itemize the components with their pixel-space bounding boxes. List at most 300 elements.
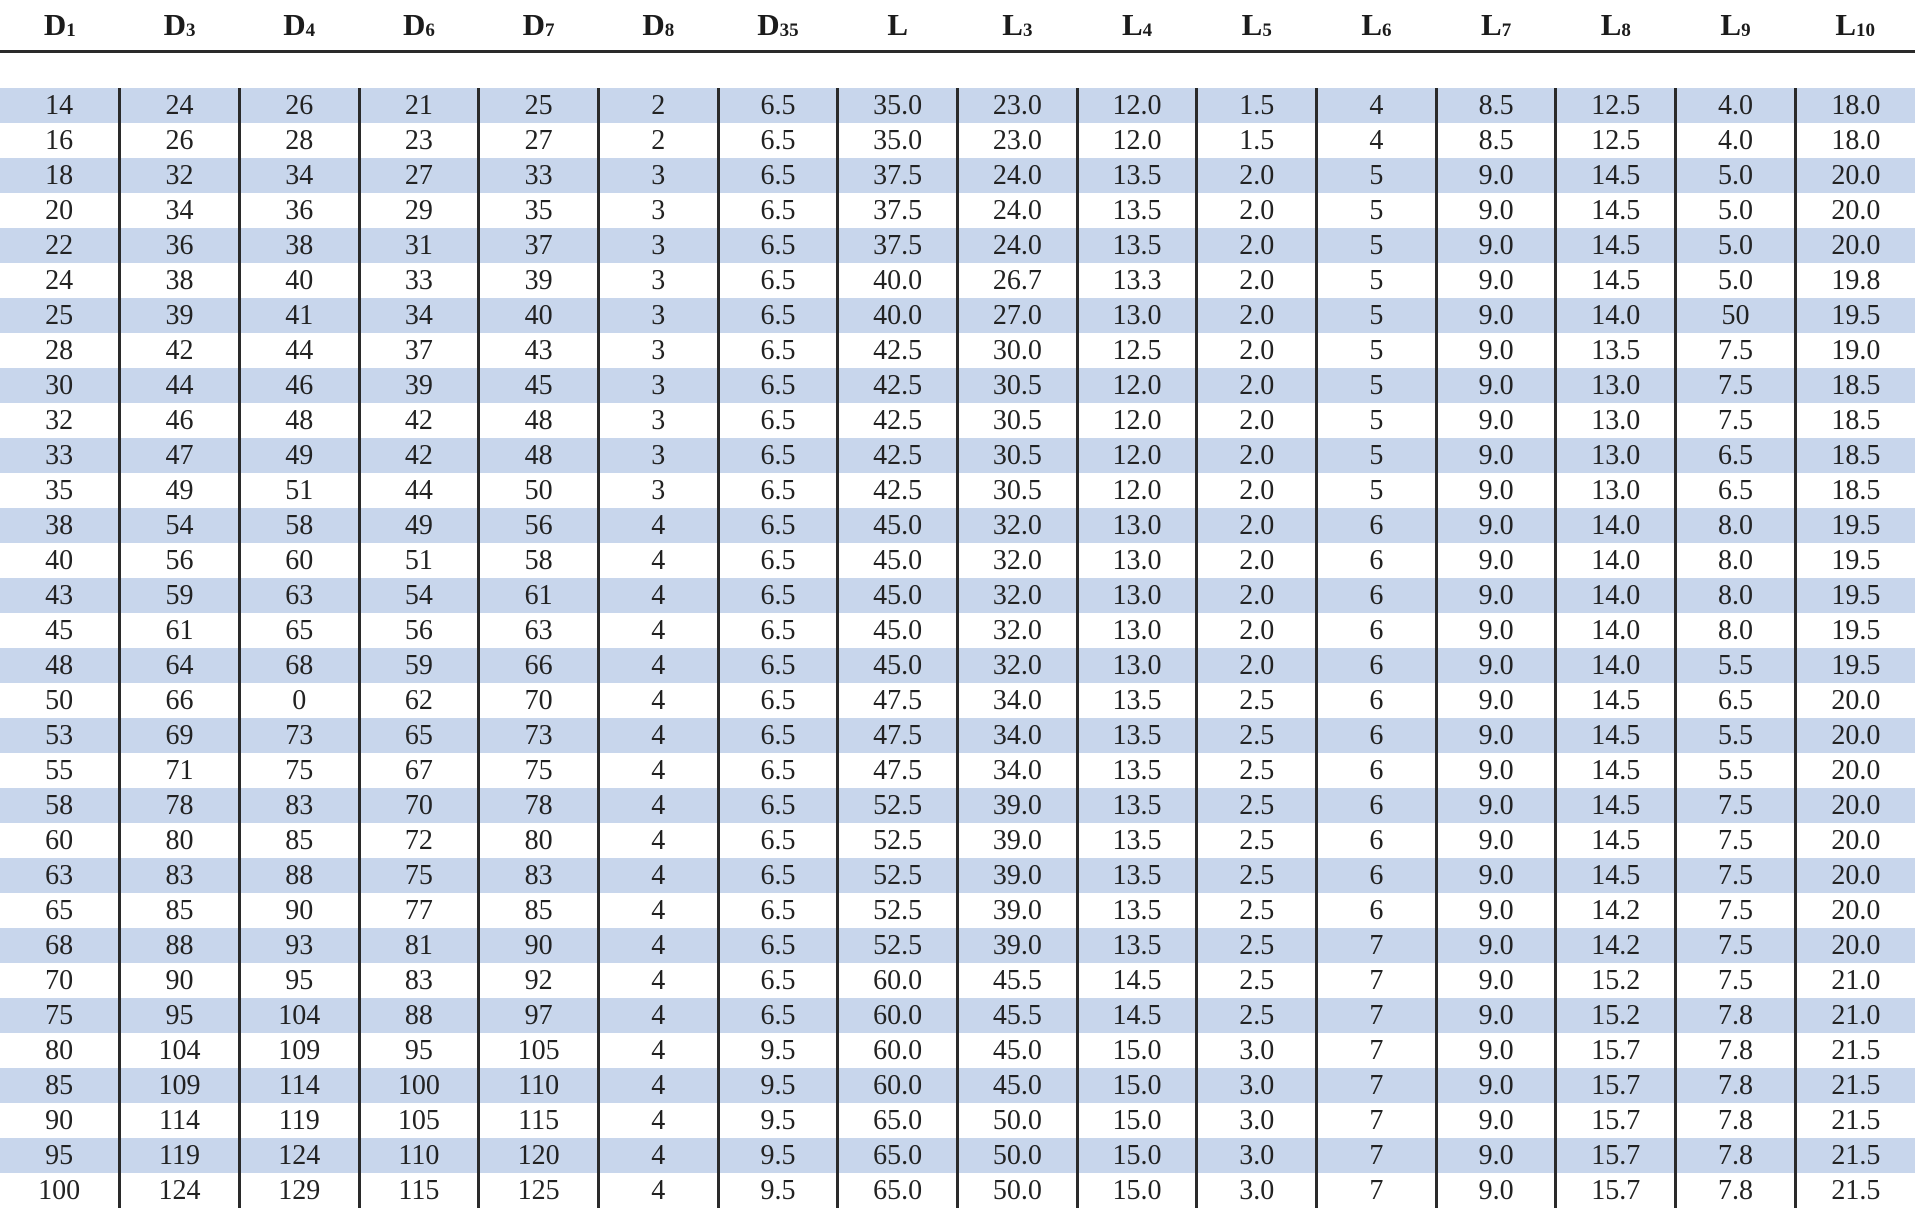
table-cell: 38 [0, 508, 120, 543]
table-cell: 4 [598, 928, 718, 963]
table-cell: 80 [0, 1033, 120, 1068]
table-cell: 24.0 [958, 193, 1078, 228]
table-cell: 9.0 [1436, 263, 1556, 298]
table-cell: 13.0 [1556, 403, 1676, 438]
table-cell: 75 [0, 998, 120, 1033]
table-cell: 4 [598, 1103, 718, 1138]
table-cell: 32.0 [958, 613, 1078, 648]
table-cell: 14.5 [1556, 228, 1676, 263]
column-header-symbol: L [887, 7, 908, 42]
table-cell: 18.5 [1795, 473, 1915, 508]
table-cell: 21.5 [1795, 1138, 1915, 1173]
table-cell: 47 [120, 438, 240, 473]
table-cell: 15.7 [1556, 1103, 1676, 1138]
table-cell: 92 [479, 963, 599, 998]
table-row [0, 508, 1915, 543]
table-cell: 9.0 [1436, 1033, 1556, 1068]
table-cell: 95 [0, 1138, 120, 1173]
table-cell: 83 [359, 963, 479, 998]
table-cell: 13.0 [1077, 613, 1197, 648]
table-cell: 4 [598, 963, 718, 998]
table-cell: 24 [0, 263, 120, 298]
table-cell: 9.0 [1436, 368, 1556, 403]
column-header-subscript: 8 [665, 20, 675, 41]
table-cell: 6.5 [1676, 438, 1796, 473]
table-body [0, 52, 1915, 1208]
table-cell: 48 [0, 648, 120, 683]
table-cell: 7 [1317, 1138, 1437, 1173]
table-cell: 12.0 [1077, 403, 1197, 438]
table-cell: 45.5 [958, 963, 1078, 998]
table-cell: 7.5 [1676, 368, 1796, 403]
table-cell: 5 [1317, 403, 1437, 438]
table-cell: 14.5 [1556, 823, 1676, 858]
table-row [0, 88, 1915, 123]
table-cell: 80 [479, 823, 599, 858]
table-cell: 104 [120, 1033, 240, 1068]
table-header [0, 0, 1915, 52]
table-cell: 6.5 [718, 438, 838, 473]
table-cell: 6.5 [718, 648, 838, 683]
table-cell: 9.0 [1436, 1068, 1556, 1103]
table-cell: 9.0 [1436, 298, 1556, 333]
table-cell: 85 [479, 893, 599, 928]
table-cell: 39 [120, 298, 240, 333]
table-cell: 59 [359, 648, 479, 683]
table-cell: 41 [239, 298, 359, 333]
table-cell: 90 [120, 963, 240, 998]
table-cell: 6 [1317, 718, 1437, 753]
table-cell: 6 [1317, 508, 1437, 543]
table-cell: 39.0 [958, 858, 1078, 893]
table-cell: 9.0 [1436, 858, 1556, 893]
table-row [0, 403, 1915, 438]
table-cell: 40 [0, 543, 120, 578]
table-cell: 2.0 [1197, 193, 1317, 228]
table-row [0, 753, 1915, 788]
table-cell: 49 [239, 438, 359, 473]
table-cell: 15.7 [1556, 1033, 1676, 1068]
table-cell: 9.5 [718, 1173, 838, 1208]
table-cell: 21.0 [1795, 963, 1915, 998]
table-cell: 2.0 [1197, 543, 1317, 578]
table-cell: 43 [0, 578, 120, 613]
table-cell: 6 [1317, 543, 1437, 578]
table-cell: 2.0 [1197, 438, 1317, 473]
table-cell: 2.5 [1197, 718, 1317, 753]
table-cell: 39.0 [958, 928, 1078, 963]
table-cell: 18.5 [1795, 438, 1915, 473]
table-cell: 30.5 [958, 473, 1078, 508]
table-cell: 109 [120, 1068, 240, 1103]
table-cell: 1.5 [1197, 88, 1317, 123]
table-cell: 9.0 [1436, 1173, 1556, 1208]
table-cell: 5.5 [1676, 718, 1796, 753]
table-cell: 20.0 [1795, 928, 1915, 963]
table-cell: 14.5 [1556, 788, 1676, 823]
table-cell: 6.5 [718, 788, 838, 823]
table-cell: 19.5 [1795, 543, 1915, 578]
table-cell: 7 [1317, 1173, 1437, 1208]
table-cell: 63 [0, 858, 120, 893]
table-cell: 13.0 [1556, 473, 1676, 508]
table-row [0, 193, 1915, 228]
table-cell: 7.5 [1676, 333, 1796, 368]
table-cell: 12.0 [1077, 473, 1197, 508]
table-cell: 2.0 [1197, 473, 1317, 508]
column-header-symbol: L [1481, 7, 1502, 42]
table-row [0, 1033, 1915, 1068]
column-header [1197, 0, 1317, 52]
table-cell: 6.5 [718, 123, 838, 158]
table-cell: 36 [239, 193, 359, 228]
table-cell: 3.0 [1197, 1173, 1317, 1208]
table-cell: 19.5 [1795, 613, 1915, 648]
table-cell: 6.5 [718, 753, 838, 788]
table-cell: 25 [0, 298, 120, 333]
table-cell: 14.5 [1556, 193, 1676, 228]
table-cell: 109 [239, 1033, 359, 1068]
table-cell: 50 [0, 683, 120, 718]
table-cell: 8.0 [1676, 543, 1796, 578]
column-header-symbol: D [403, 7, 425, 42]
table-cell: 20.0 [1795, 858, 1915, 893]
table-cell: 5 [1317, 193, 1437, 228]
table-cell: 5.0 [1676, 228, 1796, 263]
table-cell: 45.5 [958, 998, 1078, 1033]
table-cell: 13.5 [1077, 823, 1197, 858]
table-cell: 56 [120, 543, 240, 578]
table-cell: 20.0 [1795, 893, 1915, 928]
table-cell: 52.5 [838, 823, 958, 858]
table-cell: 9.0 [1436, 683, 1556, 718]
table-cell: 73 [479, 718, 599, 753]
table-cell: 4 [598, 648, 718, 683]
table-cell: 4 [598, 1068, 718, 1103]
table-cell: 8.5 [1436, 88, 1556, 123]
column-header [1676, 0, 1796, 52]
table-cell: 3 [598, 403, 718, 438]
table-cell: 4 [598, 543, 718, 578]
table-cell: 105 [359, 1103, 479, 1138]
column-header-symbol: D [757, 7, 779, 42]
table-cell: 13.5 [1077, 893, 1197, 928]
table-cell: 6 [1317, 753, 1437, 788]
table-cell: 5 [1317, 298, 1437, 333]
table-cell: 7.8 [1676, 1033, 1796, 1068]
table-cell: 53 [0, 718, 120, 753]
table-cell: 12.5 [1077, 333, 1197, 368]
table-cell: 19.8 [1795, 263, 1915, 298]
table-cell: 33 [0, 438, 120, 473]
header-spacer-cell [0, 52, 1915, 89]
table-row [0, 1138, 1915, 1173]
table-cell: 14.0 [1556, 543, 1676, 578]
table-cell: 14.5 [1077, 963, 1197, 998]
column-header-subscript: 35 [780, 20, 799, 41]
table-cell: 54 [359, 578, 479, 613]
table-cell: 15.2 [1556, 963, 1676, 998]
table-cell: 81 [359, 928, 479, 963]
table-cell: 114 [120, 1103, 240, 1138]
table-cell: 4 [598, 613, 718, 648]
column-header-subscript: 5 [1262, 20, 1272, 41]
column-header-symbol: L [1835, 7, 1856, 42]
table-cell: 115 [359, 1173, 479, 1208]
table-cell: 26 [120, 123, 240, 158]
table-cell: 12.0 [1077, 123, 1197, 158]
table-cell: 5 [1317, 228, 1437, 263]
column-header-symbol: D [642, 7, 664, 42]
table-row [0, 613, 1915, 648]
table-cell: 7.5 [1676, 858, 1796, 893]
table-cell: 24.0 [958, 158, 1078, 193]
table-cell: 46 [120, 403, 240, 438]
column-header-subscript: 1 [66, 20, 76, 41]
table-cell: 7.8 [1676, 1138, 1796, 1173]
table-cell: 9.0 [1436, 1138, 1556, 1173]
table-cell: 5 [1317, 438, 1437, 473]
column-header [958, 0, 1078, 52]
column-header-subscript: 6 [425, 20, 435, 41]
table-cell: 7.5 [1676, 963, 1796, 998]
table-cell: 4 [1317, 88, 1437, 123]
table-cell: 7.5 [1676, 788, 1796, 823]
table-cell: 2.0 [1197, 298, 1317, 333]
table-cell: 56 [479, 508, 599, 543]
table-cell: 27 [359, 158, 479, 193]
table-cell: 45.0 [838, 508, 958, 543]
table-cell: 14.2 [1556, 928, 1676, 963]
table-cell: 73 [239, 718, 359, 753]
table-cell: 4 [598, 1033, 718, 1068]
table-cell: 15.7 [1556, 1138, 1676, 1173]
table-cell: 19.0 [1795, 333, 1915, 368]
table-cell: 34.0 [958, 683, 1078, 718]
table-cell: 2.5 [1197, 823, 1317, 858]
table-cell: 50.0 [958, 1103, 1078, 1138]
table-cell: 65 [359, 718, 479, 753]
table-cell: 4 [598, 858, 718, 893]
table-row [0, 438, 1915, 473]
table-cell: 60 [239, 543, 359, 578]
table-cell: 9.0 [1436, 753, 1556, 788]
table-cell: 6 [1317, 858, 1437, 893]
table-row [0, 333, 1915, 368]
table-cell: 6.5 [718, 228, 838, 263]
table-cell: 9.0 [1436, 438, 1556, 473]
table-cell: 6.5 [718, 263, 838, 298]
table-cell: 33 [359, 263, 479, 298]
table-cell: 20.0 [1795, 718, 1915, 753]
table-cell: 39.0 [958, 788, 1078, 823]
table-cell: 21 [359, 88, 479, 123]
table-cell: 115 [479, 1103, 599, 1138]
table-cell: 9.0 [1436, 333, 1556, 368]
table-cell: 2.5 [1197, 683, 1317, 718]
table-cell: 34 [239, 158, 359, 193]
column-header [120, 0, 240, 52]
table-cell: 100 [359, 1068, 479, 1103]
table-cell: 35 [479, 193, 599, 228]
table-cell: 4 [598, 753, 718, 788]
table-cell: 13.0 [1077, 298, 1197, 333]
table-cell: 45 [0, 613, 120, 648]
table-cell: 14.5 [1556, 683, 1676, 718]
table-cell: 2.0 [1197, 333, 1317, 368]
table-cell: 6.5 [718, 368, 838, 403]
table-cell: 4 [598, 683, 718, 718]
table-cell: 4 [1317, 123, 1437, 158]
table-row [0, 1173, 1915, 1208]
table-cell: 71 [120, 753, 240, 788]
column-header [838, 0, 958, 52]
table-cell: 23 [359, 123, 479, 158]
table-cell: 77 [359, 893, 479, 928]
table-cell: 2.0 [1197, 158, 1317, 193]
table-cell: 44 [359, 473, 479, 508]
table-cell: 63 [479, 613, 599, 648]
table-cell: 8.0 [1676, 613, 1796, 648]
table-cell: 31 [359, 228, 479, 263]
table-cell: 9.0 [1436, 158, 1556, 193]
column-header [1556, 0, 1676, 52]
table-cell: 2.0 [1197, 263, 1317, 298]
table-cell: 6.5 [718, 298, 838, 333]
table-cell: 9.0 [1436, 473, 1556, 508]
table-cell: 46 [239, 368, 359, 403]
table-cell: 60.0 [838, 963, 958, 998]
table-cell: 4.0 [1676, 88, 1796, 123]
table-cell: 3 [598, 298, 718, 333]
table-cell: 62 [359, 683, 479, 718]
table-cell: 47.5 [838, 753, 958, 788]
table-cell: 32.0 [958, 543, 1078, 578]
table-cell: 19.5 [1795, 508, 1915, 543]
table-cell: 7.8 [1676, 1103, 1796, 1138]
table-cell: 1.5 [1197, 123, 1317, 158]
table-row [0, 578, 1915, 613]
table-cell: 20.0 [1795, 683, 1915, 718]
table-row [0, 368, 1915, 403]
table-cell: 3 [598, 438, 718, 473]
table-cell: 19.5 [1795, 648, 1915, 683]
table-cell: 9.5 [718, 1138, 838, 1173]
table-cell: 6.5 [1676, 683, 1796, 718]
table-cell: 3 [598, 333, 718, 368]
table-cell: 72 [359, 823, 479, 858]
column-header-symbol: D [523, 7, 545, 42]
table-cell: 49 [359, 508, 479, 543]
table-cell: 9.0 [1436, 998, 1556, 1033]
table-cell: 2.5 [1197, 893, 1317, 928]
table-cell: 6.5 [718, 578, 838, 613]
table-cell: 14.5 [1556, 753, 1676, 788]
table-cell: 114 [239, 1068, 359, 1103]
table-cell: 13.5 [1077, 753, 1197, 788]
table-cell: 16 [0, 123, 120, 158]
table-cell: 9.0 [1436, 403, 1556, 438]
column-header-subscript: 6 [1382, 20, 1392, 41]
table-cell: 60.0 [838, 1033, 958, 1068]
table-cell: 7.8 [1676, 1173, 1796, 1208]
table-cell: 52.5 [838, 893, 958, 928]
table-cell: 50.0 [958, 1138, 1078, 1173]
table-cell: 5.5 [1676, 648, 1796, 683]
table-cell: 6.5 [718, 928, 838, 963]
table-cell: 2.0 [1197, 578, 1317, 613]
table-row [0, 893, 1915, 928]
table-cell: 6.5 [718, 158, 838, 193]
table-cell: 34 [359, 298, 479, 333]
table-cell: 2.0 [1197, 508, 1317, 543]
table-cell: 5 [1317, 473, 1437, 508]
table-cell: 4 [598, 718, 718, 753]
table-cell: 2.0 [1197, 368, 1317, 403]
table-cell: 85 [120, 893, 240, 928]
table-cell: 9.5 [718, 1068, 838, 1103]
table-cell: 9.0 [1436, 193, 1556, 228]
table-cell: 75 [479, 753, 599, 788]
table-cell: 14.2 [1556, 893, 1676, 928]
table-cell: 27.0 [958, 298, 1078, 333]
table-cell: 85 [0, 1068, 120, 1103]
table-cell: 6.5 [718, 543, 838, 578]
table-row [0, 123, 1915, 158]
column-header [1795, 0, 1915, 52]
table-cell: 15.0 [1077, 1033, 1197, 1068]
table-cell: 75 [239, 753, 359, 788]
table-row [0, 788, 1915, 823]
table-cell: 5.0 [1676, 263, 1796, 298]
table-cell: 39 [479, 263, 599, 298]
table-cell: 27 [479, 123, 599, 158]
table-cell: 44 [239, 333, 359, 368]
table-cell: 14.0 [1556, 508, 1676, 543]
table-row [0, 963, 1915, 998]
column-header [1436, 0, 1556, 52]
table-cell: 26.7 [958, 263, 1078, 298]
column-header-subscript: 10 [1856, 20, 1875, 41]
column-header-subscript: 4 [1143, 20, 1153, 41]
table-row [0, 158, 1915, 193]
table-cell: 6 [1317, 683, 1437, 718]
table-cell: 30.5 [958, 438, 1078, 473]
table-cell: 5 [1317, 333, 1437, 368]
table-cell: 6.5 [718, 718, 838, 753]
table-cell: 13.5 [1077, 928, 1197, 963]
table-cell: 3.0 [1197, 1138, 1317, 1173]
table-cell: 19.5 [1795, 298, 1915, 333]
table-cell: 95 [239, 963, 359, 998]
table-cell: 100 [0, 1173, 120, 1208]
table-cell: 45.0 [838, 578, 958, 613]
table-cell: 2 [598, 123, 718, 158]
table-cell: 45.0 [838, 543, 958, 578]
table-cell: 28 [239, 123, 359, 158]
column-header-subscript: 4 [306, 20, 316, 41]
table-cell: 43 [479, 333, 599, 368]
table-cell: 7 [1317, 928, 1437, 963]
table-cell: 42.5 [838, 368, 958, 403]
table-cell: 15.2 [1556, 998, 1676, 1033]
table-cell: 18.0 [1795, 123, 1915, 158]
column-header-symbol: D [164, 7, 186, 42]
table-cell: 3 [598, 368, 718, 403]
table-cell: 45.0 [958, 1068, 1078, 1103]
table-cell: 14.5 [1077, 998, 1197, 1033]
column-header-symbol: L [1720, 7, 1741, 42]
